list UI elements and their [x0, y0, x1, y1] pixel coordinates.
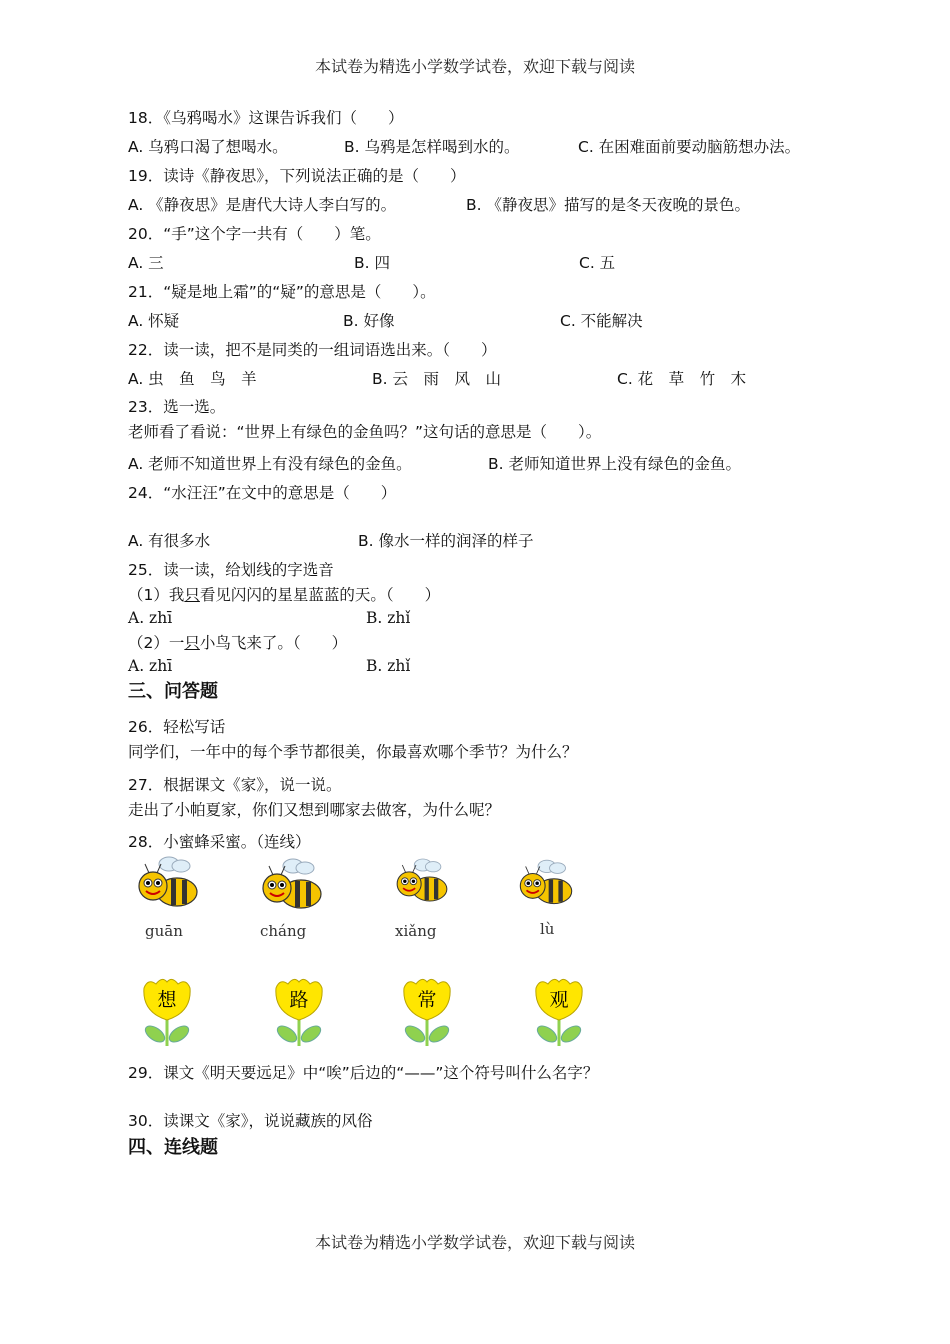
pinyin-label-1: guān — [145, 922, 183, 940]
q21-option-a[interactable]: A. 怀疑 — [128, 312, 180, 330]
flower-icon[interactable] — [398, 974, 456, 1048]
question-21-stem: 21．“疑是地上霜”的“疑”的意思是（ ）。 — [128, 283, 436, 301]
question-29-stem: 29．课文《明天要远足》中“唉”后边的“——”这个符号叫什么名字？ — [128, 1064, 599, 1082]
pinyin-label-4: lù — [540, 920, 555, 938]
question-22-stem: 22．读一读，把不是同类的一组词语选出来。（ ） — [128, 341, 497, 359]
question-24-stem: 24．“水汪汪”在文中的意思是（ ） — [128, 484, 397, 502]
q18-option-c[interactable]: C. 在困难面前要动脑筋想办法。 — [578, 138, 801, 156]
flower-icon[interactable] — [530, 974, 588, 1048]
question-19-stem: 19．读诗《静夜思》，下列说法正确的是（ ） — [128, 167, 466, 185]
bee-icon[interactable] — [133, 856, 203, 914]
bee-icon[interactable] — [257, 858, 327, 916]
pinyin-label-2: cháng — [260, 922, 307, 940]
question-28-stem: 28．小蜜蜂采蜜。（连线） — [128, 833, 311, 851]
question-30-stem: 30．读课文《家》，说说藏族的风俗 — [128, 1112, 373, 1130]
q25-p1-option-a[interactable]: A. zhī — [128, 609, 173, 627]
flower-char-2: 路 — [289, 989, 309, 1011]
q18-option-a[interactable]: A. 乌鸦口渴了想喝水。 — [128, 138, 288, 156]
q20-option-c[interactable]: C. 五 — [579, 254, 616, 272]
q25-part-1 — [128, 583, 440, 605]
question-26-text: 同学们，一年中的每个季节都很美，你最喜欢哪个季节？为什么？ — [128, 743, 578, 761]
q25-p2-pre: （2）一 — [128, 634, 185, 652]
flower-char-4: 观 — [549, 989, 569, 1011]
bee-icon[interactable] — [392, 856, 452, 910]
q20-option-a[interactable]: A. 三 — [128, 254, 164, 272]
q25-p1-underlined: 只 — [184, 586, 200, 604]
section-3-title: 三、问答题 — [128, 681, 218, 702]
question-25-stem: 25．读一读，给划线的字选音 — [128, 561, 334, 579]
q19-option-b[interactable]: B. 《静夜思》描写的是冬天夜晚的景色。 — [466, 196, 750, 214]
question-27-text: 走出了小帕夏家，你们又想到哪家去做客，为什么呢？ — [128, 801, 501, 819]
flower-char-3: 常 — [417, 989, 437, 1011]
q25-p2-option-b[interactable]: B. zhǐ — [366, 657, 411, 675]
q25-p1-option-b[interactable]: B. zhǐ — [366, 609, 411, 627]
q25-p2-underlined: 只 — [184, 634, 200, 652]
question-18-stem: 18．《乌鸦喝水》这课告诉我们（ ） — [128, 109, 404, 127]
q18-option-b[interactable]: B. 乌鸦是怎样喝到水的。 — [344, 138, 520, 156]
q25-p1-pre: （1）我 — [128, 586, 185, 604]
q25-p2-option-a[interactable]: A. zhī — [128, 657, 173, 675]
flower-icon[interactable] — [138, 974, 196, 1048]
q23-option-a[interactable]: A. 老师不知道世界上有没有绿色的金鱼。 — [128, 455, 412, 473]
q20-option-b[interactable]: B. 四 — [354, 254, 390, 272]
page-footer: 本试卷为精选小学数学试卷，欢迎下载与阅读 — [314, 1233, 635, 1252]
pinyin-label-3: xiǎng — [395, 922, 437, 940]
q25-p2-post: 小鸟飞来了。（ ） — [199, 634, 348, 652]
q22-option-c[interactable]: C. 花 草 竹 木 — [617, 370, 747, 388]
q25-part-2 — [128, 631, 347, 653]
section-4-title: 四、连线题 — [128, 1137, 218, 1158]
question-23-stem: 23．选一选。 — [128, 398, 226, 416]
q21-option-b[interactable]: B. 好像 — [343, 312, 395, 330]
question-20-stem: 20．“手”这个字一共有（ ）笔。 — [128, 225, 381, 243]
flower-icon[interactable] — [270, 974, 328, 1048]
q22-option-a[interactable]: A. 虫 鱼 鸟 羊 — [128, 370, 257, 388]
question-27-stem: 27．根据课文《家》，说一说。 — [128, 776, 342, 794]
q22-option-b[interactable]: B. 云 雨 风 山 — [372, 370, 501, 388]
flower-char-1: 想 — [157, 989, 177, 1011]
q23-option-b[interactable]: B. 老师知道世界上没有绿色的金鱼。 — [488, 455, 741, 473]
question-26-stem: 26．轻松写话 — [128, 718, 226, 736]
q19-option-a[interactable]: A. 《静夜思》是唐代大诗人李白写的。 — [128, 196, 397, 214]
page-header: 本试卷为精选小学数学试卷，欢迎下载与阅读 — [314, 57, 635, 76]
question-23-text: 老师看了看说：“世界上有绿色的金鱼吗？”这句话的意思是（ ）。 — [128, 423, 602, 441]
q21-option-c[interactable]: C. 不能解决 — [560, 312, 643, 330]
q25-p1-post: 看见闪闪的星星蓝蓝的天。（ ） — [199, 586, 441, 604]
bee-icon[interactable] — [515, 858, 577, 912]
q24-option-b[interactable]: B. 像水一样的润泽的样子 — [358, 532, 534, 550]
q24-option-a[interactable]: A. 有很多水 — [128, 532, 211, 550]
